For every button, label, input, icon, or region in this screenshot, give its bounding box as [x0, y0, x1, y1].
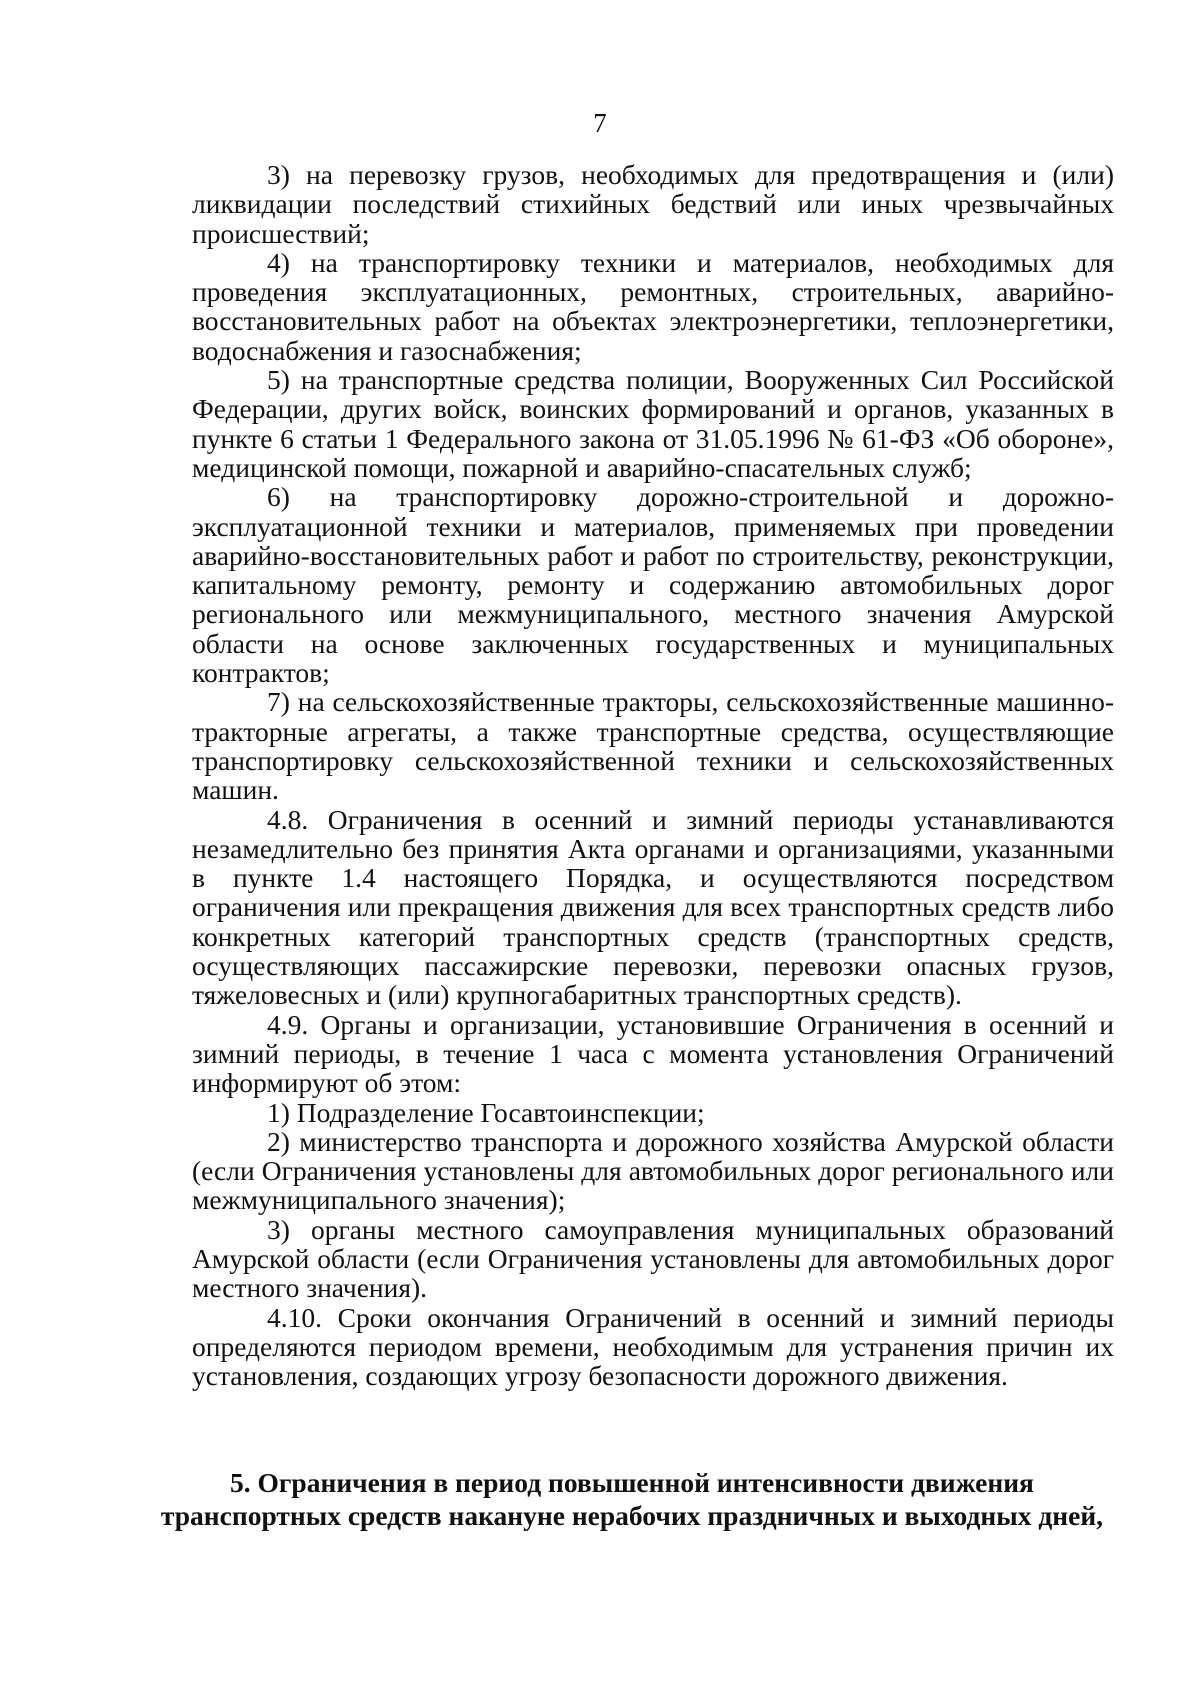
- paragraph-item-6: 6) на транспортировку дорожно-строительной и дорожно-эксплуатационной техники и материалов, применяемых при проведении аварийно-восстановительных работ и работ по строительству, реконструкции, капитальному ремонту, ремонту и содержанию автомобильных дорог регионального или межмуниципального, местного значения Амурской области на основе заключенных государственных и муниципальных контрактов;: [192, 481, 1114, 689]
- paragraph-list-item-3: 3) органы местного самоуправления муниципальных образований Амурской области (если Ограничения установлены для автомобильных дорог местного значения).: [192, 1213, 1114, 1304]
- paragraph-list-item-2: 2) министерство транспорта и дорожного хозяйства Амурской области (если Ограничения установлены для автомобильных дорог регионального или межмуниципального значения);: [192, 1125, 1114, 1216]
- paragraph-clause-4-10: 4.10. Сроки окончания Ограничений в осенний и зимний периоды определяются периодом времени, необходимым для устранения причин их установления, создающих угрозу безопасности дорожного движения.: [192, 1301, 1114, 1392]
- paragraph-item-7: 7) на сельскохозяйственные тракторы, сельскохозяйственные машинно-тракторные агрегаты, а также транспортные средства, осуществляющие транспортировку сельскохозяйственной техники и сельскохозяйственных машин.: [192, 686, 1114, 806]
- paragraph-clause-4-8: 4.8. Ограничения в осенний и зимний периоды устанавливаются незамедлительно без принятия Акта органами и организациями, указанными в пункте 1.4 настоящего Порядка, и осуществляются посредством ограничения или прекращения движения для всех транспортных средств либо конкретных категорий транспортных средств (транспортных средств, осуществляющих пассажирские перевозки, перевозки опасных грузов, тяжеловесных и (или) крупногабаритных транспортных средств).: [192, 803, 1114, 1011]
- paragraph-item-3: 3) на перевозку грузов, необходимых для предотвращения и (или) ликвидации последствий стихийных бедствий или иных чрезвычайных происшествий;: [192, 159, 1114, 249]
- paragraph-item-5: 5) на транспортные средства полиции, Вооруженных Сил Российской Федерации, других войск, воинских формирований и органов, указанных в пункте 6 статьи 1 Федерального закона от 31.05.1996 № 61-ФЗ «Об обороне», медицинской помощи, пожарной и аварийно-спасательных служб;: [192, 364, 1114, 483]
- section-heading: [150, 1466, 1114, 1532]
- paragraph-clause-4-9: 4.9. Органы и организации, установившие Ограничения в осенний и зимний периоды, в течение 1 часа с момента установления Ограничений информируют об этом:: [192, 1008, 1114, 1099]
- body-text: [192, 160, 1114, 1390]
- paragraph-list-item-1: 1) Подразделение Госавтоинспекции;: [267, 1096, 705, 1128]
- section-heading-line-2: транспортных средств накануне нерабочих праздничных и выходных дней,: [160, 1500, 1104, 1531]
- paragraph-item-4: 4) на транспортировку техники и материалов, необходимых для проведения эксплуатационных, ремонтных, строительных, аварийно-восстановительных работ на объектах электроэнергетики, теплоэнергетики, водоснабжения и газоснабжения;: [192, 246, 1114, 366]
- page-number: 7: [593, 108, 607, 138]
- section-heading-line-1: 5. Ограничения в период повышенной интенсивности движения: [230, 1467, 1034, 1498]
